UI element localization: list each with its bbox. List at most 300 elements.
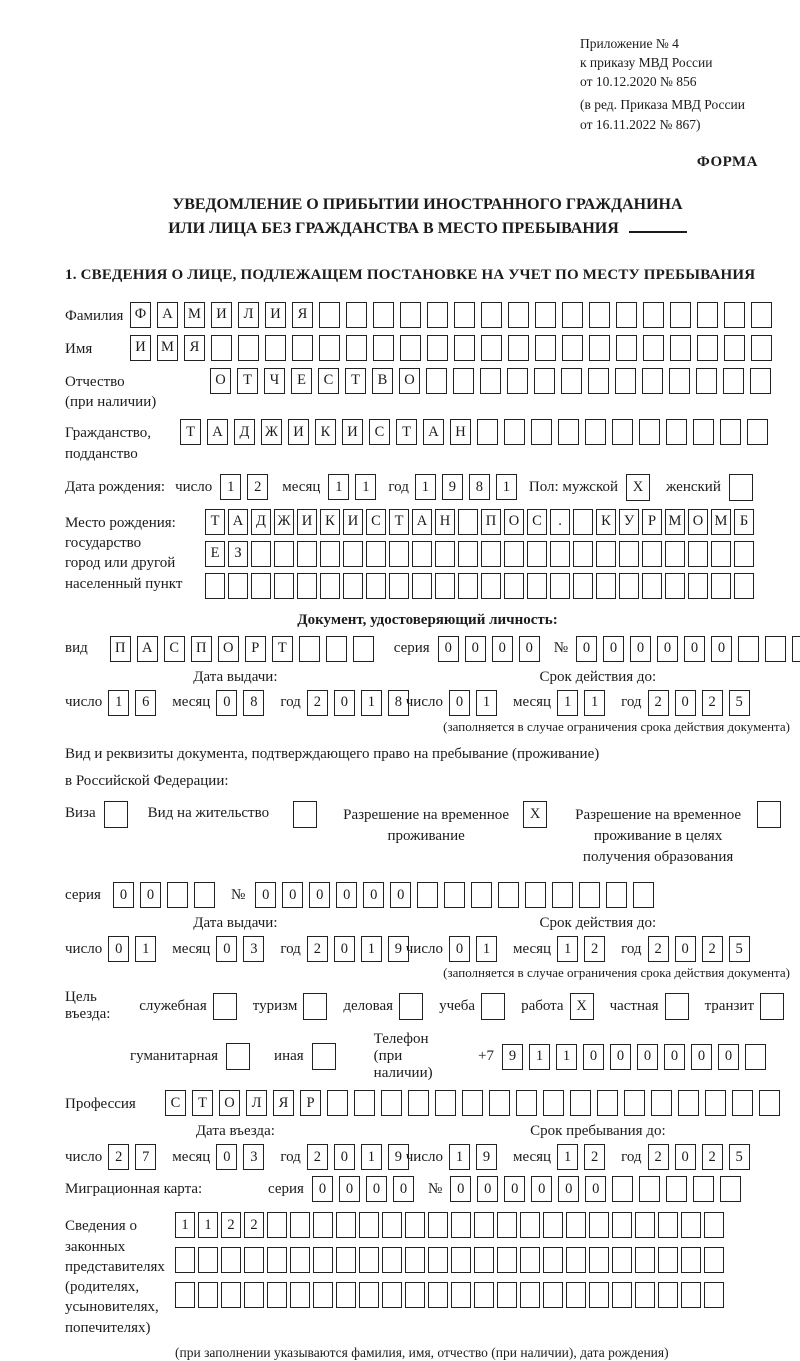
phone-digit-box[interactable]: 0	[583, 1044, 604, 1070]
legal-rep-box[interactable]	[336, 1247, 356, 1273]
birth-place-box[interactable]: З	[228, 541, 248, 567]
doc-kind-box[interactable]: С	[164, 636, 185, 662]
birth-place-box[interactable]	[297, 541, 317, 567]
legal-rep-box[interactable]	[267, 1247, 287, 1273]
legal-rep-box[interactable]	[198, 1247, 218, 1273]
legal-rep-box[interactable]	[566, 1247, 586, 1273]
legal-rep-box[interactable]	[543, 1282, 563, 1308]
legal-rep-box[interactable]	[336, 1282, 356, 1308]
firstname-box[interactable]	[643, 335, 664, 361]
patronymic-box[interactable]: О	[399, 368, 420, 394]
birth-place-box[interactable]: П	[481, 509, 501, 535]
legal-rep-box[interactable]	[382, 1282, 402, 1308]
legal-rep-box[interactable]	[474, 1282, 494, 1308]
doc-number-box[interactable]: 0	[684, 636, 705, 662]
expiry-day-box[interactable]: 0	[449, 690, 470, 716]
firstname-box[interactable]: И	[130, 335, 151, 361]
legal-rep-box[interactable]	[290, 1212, 310, 1238]
firstname-box[interactable]	[751, 335, 772, 361]
temp-residence-edu-checkbox[interactable]	[757, 801, 781, 828]
purpose-other-checkbox[interactable]	[312, 1043, 336, 1070]
doc-series-box[interactable]: 0	[492, 636, 513, 662]
surname-box[interactable]	[400, 302, 421, 328]
migration-number-box[interactable]: 0	[531, 1176, 552, 1202]
surname-box[interactable]	[427, 302, 448, 328]
phone-digit-box[interactable]: 1	[529, 1044, 550, 1070]
citizenship-box[interactable]: А	[207, 419, 228, 445]
birth-place-box[interactable]: Б	[734, 509, 754, 535]
surname-box[interactable]	[724, 302, 745, 328]
firstname-box[interactable]	[535, 335, 556, 361]
birth-place-box[interactable]	[734, 573, 754, 599]
expiry-year-box[interactable]: 0	[675, 936, 696, 962]
expiry-day-box[interactable]: 1	[476, 690, 497, 716]
birth-place-box[interactable]	[573, 509, 593, 535]
migration-number-box[interactable]	[639, 1176, 660, 1202]
doc-kind-box[interactable]: Р	[245, 636, 266, 662]
entry-day-box[interactable]: 7	[135, 1144, 156, 1170]
firstname-box[interactable]	[589, 335, 610, 361]
legal-rep-box[interactable]	[474, 1247, 494, 1273]
surname-box[interactable]: Я	[292, 302, 313, 328]
residence-number-box[interactable]: 0	[309, 882, 330, 908]
phone-digit-box[interactable]	[745, 1044, 766, 1070]
migration-number-box[interactable]: 0	[585, 1176, 606, 1202]
migration-series-box[interactable]: 0	[339, 1176, 360, 1202]
patronymic-box[interactable]: Ч	[264, 368, 285, 394]
legal-rep-box[interactable]	[451, 1247, 471, 1273]
residence-permit-checkbox[interactable]	[293, 801, 317, 828]
legal-rep-box[interactable]	[359, 1247, 379, 1273]
citizenship-box[interactable]	[747, 419, 768, 445]
firstname-box[interactable]	[238, 335, 259, 361]
residence-series-box[interactable]	[194, 882, 215, 908]
residence-number-box[interactable]: 0	[336, 882, 357, 908]
birth-place-box[interactable]: С	[366, 509, 386, 535]
citizenship-box[interactable]	[666, 419, 687, 445]
patronymic-box[interactable]: О	[210, 368, 231, 394]
birth-place-box[interactable]	[412, 541, 432, 567]
issue-year-box[interactable]: 1	[361, 936, 382, 962]
profession-box[interactable]: О	[219, 1090, 240, 1116]
profession-box[interactable]	[327, 1090, 348, 1116]
doc-number-box[interactable]: 0	[711, 636, 732, 662]
legal-rep-box[interactable]	[175, 1282, 195, 1308]
patronymic-box[interactable]	[507, 368, 528, 394]
birth-place-box[interactable]: О	[504, 509, 524, 535]
expiry-month-box[interactable]: 1	[584, 690, 605, 716]
entry-year-box[interactable]: 2	[307, 1144, 328, 1170]
entry-year-box[interactable]: 0	[334, 1144, 355, 1170]
purpose-humanitarian-checkbox[interactable]	[226, 1043, 250, 1070]
birth-place-box[interactable]	[527, 541, 547, 567]
surname-box[interactable]	[562, 302, 583, 328]
legal-rep-box[interactable]	[589, 1282, 609, 1308]
patronymic-box[interactable]	[534, 368, 555, 394]
birth-place-box[interactable]	[711, 541, 731, 567]
birth-place-box[interactable]	[389, 573, 409, 599]
surname-box[interactable]	[481, 302, 502, 328]
legal-rep-box[interactable]	[267, 1212, 287, 1238]
migration-number-box[interactable]: 0	[558, 1176, 579, 1202]
birth-place-box[interactable]	[481, 541, 501, 567]
surname-box[interactable]	[346, 302, 367, 328]
birth-place-box[interactable]: С	[527, 509, 547, 535]
male-checkbox[interactable]: X	[626, 474, 650, 501]
issue-year-box[interactable]: 2	[307, 690, 328, 716]
legal-rep-box[interactable]	[267, 1282, 287, 1308]
doc-kind-box[interactable]: Т	[272, 636, 293, 662]
surname-box[interactable]: И	[211, 302, 232, 328]
patronymic-box[interactable]: Е	[291, 368, 312, 394]
birth-place-box[interactable]: М	[665, 509, 685, 535]
doc-kind-box[interactable]: П	[110, 636, 131, 662]
stay-month-box[interactable]: 2	[584, 1144, 605, 1170]
profession-box[interactable]	[489, 1090, 510, 1116]
birth-place-box[interactable]: Н	[435, 509, 455, 535]
profession-box[interactable]	[435, 1090, 456, 1116]
citizenship-box[interactable]	[531, 419, 552, 445]
doc-kind-box[interactable]	[326, 636, 347, 662]
citizenship-box[interactable]	[585, 419, 606, 445]
birth-place-box[interactable]	[504, 541, 524, 567]
birth-place-box[interactable]	[688, 541, 708, 567]
legal-rep-box[interactable]	[635, 1212, 655, 1238]
firstname-box[interactable]	[427, 335, 448, 361]
birth-place-box[interactable]	[228, 573, 248, 599]
legal-rep-box[interactable]	[405, 1212, 425, 1238]
legal-rep-box[interactable]	[658, 1282, 678, 1308]
legal-rep-box[interactable]	[382, 1247, 402, 1273]
patronymic-box[interactable]	[426, 368, 447, 394]
birth-place-box[interactable]: Т	[389, 509, 409, 535]
firstname-box[interactable]: М	[157, 335, 178, 361]
stay-year-box[interactable]: 2	[648, 1144, 669, 1170]
profession-box[interactable]	[597, 1090, 618, 1116]
citizenship-box[interactable]	[693, 419, 714, 445]
residence-number-box[interactable]	[417, 882, 438, 908]
firstname-box[interactable]	[211, 335, 232, 361]
legal-rep-box[interactable]	[520, 1212, 540, 1238]
firstname-box[interactable]	[562, 335, 583, 361]
migration-number-box[interactable]: 0	[450, 1176, 471, 1202]
citizenship-box[interactable]: Т	[396, 419, 417, 445]
doc-number-box[interactable]: 0	[630, 636, 651, 662]
firstname-box[interactable]	[265, 335, 286, 361]
residence-number-box[interactable]	[498, 882, 519, 908]
residence-number-box[interactable]: 0	[390, 882, 411, 908]
patronymic-box[interactable]	[696, 368, 717, 394]
birth-place-box[interactable]	[274, 541, 294, 567]
surname-box[interactable]	[508, 302, 529, 328]
birth-place-box[interactable]: Т	[205, 509, 225, 535]
birth-place-box[interactable]	[573, 573, 593, 599]
legal-rep-box[interactable]	[612, 1282, 632, 1308]
doc-kind-box[interactable]: О	[218, 636, 239, 662]
birth-place-box[interactable]	[366, 541, 386, 567]
birth-place-box[interactable]	[619, 541, 639, 567]
surname-box[interactable]: И	[265, 302, 286, 328]
legal-rep-box[interactable]	[681, 1282, 701, 1308]
issue-year-box[interactable]: 8	[388, 690, 409, 716]
legal-rep-box[interactable]	[704, 1212, 724, 1238]
legal-rep-box[interactable]: 2	[221, 1212, 241, 1238]
doc-number-box[interactable]	[765, 636, 786, 662]
citizenship-box[interactable]: А	[423, 419, 444, 445]
birth-place-box[interactable]	[320, 573, 340, 599]
citizenship-box[interactable]: Д	[234, 419, 255, 445]
legal-rep-box[interactable]	[175, 1247, 195, 1273]
birth-place-box[interactable]	[550, 573, 570, 599]
birth-place-box[interactable]	[596, 573, 616, 599]
visa-checkbox[interactable]	[104, 801, 128, 828]
expiry-year-box[interactable]: 2	[648, 936, 669, 962]
birth-place-box[interactable]	[527, 573, 547, 599]
legal-rep-box[interactable]	[221, 1282, 241, 1308]
issue-day-box[interactable]: 0	[108, 936, 129, 962]
expiry-month-box[interactable]: 2	[584, 936, 605, 962]
doc-kind-box[interactable]: П	[191, 636, 212, 662]
issue-year-box[interactable]: 0	[334, 690, 355, 716]
legal-rep-box[interactable]: 1	[198, 1212, 218, 1238]
birth-place-box[interactable]	[458, 509, 478, 535]
birth-place-box[interactable]	[389, 541, 409, 567]
patronymic-box[interactable]: Т	[237, 368, 258, 394]
birth-place-box[interactable]	[274, 573, 294, 599]
issue-month-box[interactable]: 0	[216, 936, 237, 962]
surname-box[interactable]: А	[157, 302, 178, 328]
legal-rep-box[interactable]	[290, 1282, 310, 1308]
residence-number-box[interactable]	[552, 882, 573, 908]
residence-number-box[interactable]: 0	[282, 882, 303, 908]
legal-rep-box[interactable]	[221, 1247, 241, 1273]
purpose-work-checkbox[interactable]: X	[570, 993, 594, 1020]
migration-number-box[interactable]: 0	[504, 1176, 525, 1202]
legal-rep-box[interactable]	[612, 1247, 632, 1273]
surname-box[interactable]: Ф	[130, 302, 151, 328]
legal-rep-box[interactable]	[244, 1282, 264, 1308]
birth-place-box[interactable]	[619, 573, 639, 599]
residence-series-box[interactable]: 0	[140, 882, 161, 908]
phone-digit-box[interactable]: 9	[502, 1044, 523, 1070]
entry-month-box[interactable]: 0	[216, 1144, 237, 1170]
legal-rep-box[interactable]	[428, 1212, 448, 1238]
legal-rep-box[interactable]	[704, 1282, 724, 1308]
birth-place-box[interactable]	[642, 541, 662, 567]
profession-box[interactable]	[624, 1090, 645, 1116]
doc-number-box[interactable]: 0	[603, 636, 624, 662]
patronymic-box[interactable]: В	[372, 368, 393, 394]
entry-day-box[interactable]: 2	[108, 1144, 129, 1170]
citizenship-box[interactable]	[504, 419, 525, 445]
legal-rep-box[interactable]	[589, 1247, 609, 1273]
patronymic-box[interactable]	[480, 368, 501, 394]
profession-box[interactable]	[651, 1090, 672, 1116]
legal-rep-box[interactable]: 1	[175, 1212, 195, 1238]
birth-place-box[interactable]: Д	[251, 509, 271, 535]
birth-place-box[interactable]: О	[688, 509, 708, 535]
citizenship-box[interactable]	[720, 419, 741, 445]
legal-rep-box[interactable]	[290, 1247, 310, 1273]
female-checkbox[interactable]	[729, 474, 753, 501]
birth-year-box[interactable]: 1	[415, 474, 436, 500]
profession-box[interactable]	[543, 1090, 564, 1116]
expiry-year-box[interactable]: 5	[729, 936, 750, 962]
migration-number-box[interactable]	[720, 1176, 741, 1202]
birth-place-box[interactable]	[688, 573, 708, 599]
citizenship-box[interactable]: К	[315, 419, 336, 445]
legal-rep-box[interactable]	[497, 1282, 517, 1308]
profession-box[interactable]	[354, 1090, 375, 1116]
legal-rep-box[interactable]	[658, 1212, 678, 1238]
surname-box[interactable]	[643, 302, 664, 328]
birth-year-box[interactable]: 1	[496, 474, 517, 500]
doc-series-box[interactable]: 0	[519, 636, 540, 662]
patronymic-box[interactable]	[453, 368, 474, 394]
issue-day-box[interactable]: 1	[108, 690, 129, 716]
residence-number-box[interactable]	[633, 882, 654, 908]
residence-series-box[interactable]	[167, 882, 188, 908]
birth-place-box[interactable]	[481, 573, 501, 599]
birth-place-box[interactable]: А	[412, 509, 432, 535]
birth-month-box[interactable]: 1	[328, 474, 349, 500]
firstname-box[interactable]	[697, 335, 718, 361]
surname-box[interactable]	[670, 302, 691, 328]
legal-rep-box[interactable]	[451, 1282, 471, 1308]
birth-day-box[interactable]: 1	[220, 474, 241, 500]
birth-place-box[interactable]: М	[711, 509, 731, 535]
expiry-month-box[interactable]: 1	[557, 936, 578, 962]
birth-place-box[interactable]	[366, 573, 386, 599]
citizenship-box[interactable]: Т	[180, 419, 201, 445]
profession-box[interactable]	[570, 1090, 591, 1116]
birth-year-box[interactable]: 9	[442, 474, 463, 500]
firstname-box[interactable]	[346, 335, 367, 361]
birth-place-box[interactable]	[251, 541, 271, 567]
profession-box[interactable]: Я	[273, 1090, 294, 1116]
legal-rep-box[interactable]	[635, 1282, 655, 1308]
legal-rep-box[interactable]	[428, 1247, 448, 1273]
legal-rep-box[interactable]	[520, 1282, 540, 1308]
stay-year-box[interactable]: 2	[702, 1144, 723, 1170]
issue-year-box[interactable]: 1	[361, 690, 382, 716]
birth-place-box[interactable]	[596, 541, 616, 567]
legal-rep-box[interactable]	[635, 1247, 655, 1273]
firstname-box[interactable]	[454, 335, 475, 361]
birth-place-box[interactable]	[504, 573, 524, 599]
expiry-year-box[interactable]: 0	[675, 690, 696, 716]
surname-box[interactable]	[616, 302, 637, 328]
legal-rep-box[interactable]	[451, 1212, 471, 1238]
firstname-box[interactable]	[373, 335, 394, 361]
surname-box[interactable]	[589, 302, 610, 328]
entry-month-box[interactable]: 3	[243, 1144, 264, 1170]
citizenship-box[interactable]	[477, 419, 498, 445]
firstname-box[interactable]: Я	[184, 335, 205, 361]
issue-month-box[interactable]: 8	[243, 690, 264, 716]
patronymic-box[interactable]	[588, 368, 609, 394]
firstname-box[interactable]	[292, 335, 313, 361]
legal-rep-box[interactable]	[359, 1282, 379, 1308]
legal-rep-box[interactable]	[313, 1212, 333, 1238]
legal-rep-box[interactable]	[497, 1212, 517, 1238]
firstname-box[interactable]	[319, 335, 340, 361]
birth-place-box[interactable]: И	[343, 509, 363, 535]
legal-rep-box[interactable]	[566, 1212, 586, 1238]
legal-rep-box[interactable]	[612, 1212, 632, 1238]
profession-box[interactable]	[732, 1090, 753, 1116]
issue-year-box[interactable]: 9	[388, 936, 409, 962]
expiry-day-box[interactable]: 0	[449, 936, 470, 962]
residence-number-box[interactable]	[525, 882, 546, 908]
patronymic-box[interactable]	[669, 368, 690, 394]
profession-box[interactable]: Т	[192, 1090, 213, 1116]
legal-rep-box[interactable]	[405, 1282, 425, 1308]
birth-day-box[interactable]: 2	[247, 474, 268, 500]
profession-box[interactable]	[408, 1090, 429, 1116]
purpose-business-checkbox[interactable]	[399, 993, 423, 1020]
purpose-private-checkbox[interactable]	[665, 993, 689, 1020]
migration-number-box[interactable]	[693, 1176, 714, 1202]
citizenship-box[interactable]: И	[342, 419, 363, 445]
surname-box[interactable]	[751, 302, 772, 328]
birth-place-box[interactable]: Ж	[274, 509, 294, 535]
birth-place-box[interactable]	[435, 541, 455, 567]
citizenship-box[interactable]: Ж	[261, 419, 282, 445]
citizenship-box[interactable]: И	[288, 419, 309, 445]
legal-rep-box[interactable]	[497, 1247, 517, 1273]
migration-number-box[interactable]	[666, 1176, 687, 1202]
firstname-box[interactable]	[508, 335, 529, 361]
doc-number-box[interactable]: 0	[576, 636, 597, 662]
profession-box[interactable]	[462, 1090, 483, 1116]
birth-place-box[interactable]: .	[550, 509, 570, 535]
residence-number-box[interactable]	[471, 882, 492, 908]
residence-number-box[interactable]	[444, 882, 465, 908]
patronymic-box[interactable]	[750, 368, 771, 394]
legal-rep-box[interactable]	[589, 1212, 609, 1238]
issue-month-box[interactable]: 0	[216, 690, 237, 716]
patronymic-box[interactable]	[723, 368, 744, 394]
stay-day-box[interactable]: 1	[449, 1144, 470, 1170]
doc-series-box[interactable]: 0	[465, 636, 486, 662]
birth-place-box[interactable]: К	[320, 509, 340, 535]
doc-series-box[interactable]: 0	[438, 636, 459, 662]
issue-day-box[interactable]: 1	[135, 936, 156, 962]
legal-rep-box[interactable]	[428, 1282, 448, 1308]
expiry-month-box[interactable]: 1	[557, 690, 578, 716]
legal-rep-box[interactable]	[382, 1212, 402, 1238]
firstname-box[interactable]	[670, 335, 691, 361]
birth-place-box[interactable]	[343, 541, 363, 567]
purpose-official-checkbox[interactable]	[213, 993, 237, 1020]
phone-digit-box[interactable]: 0	[664, 1044, 685, 1070]
profession-box[interactable]: С	[165, 1090, 186, 1116]
issue-year-box[interactable]: 0	[334, 936, 355, 962]
patronymic-box[interactable]	[561, 368, 582, 394]
birth-place-box[interactable]	[573, 541, 593, 567]
birth-place-box[interactable]	[458, 541, 478, 567]
legal-rep-box[interactable]	[681, 1212, 701, 1238]
phone-digit-box[interactable]: 0	[718, 1044, 739, 1070]
profession-box[interactable]	[516, 1090, 537, 1116]
legal-rep-box[interactable]	[566, 1282, 586, 1308]
birth-place-box[interactable]	[343, 573, 363, 599]
birth-place-box[interactable]: Р	[642, 509, 662, 535]
patronymic-box[interactable]: С	[318, 368, 339, 394]
issue-day-box[interactable]: 6	[135, 690, 156, 716]
legal-rep-box[interactable]	[474, 1212, 494, 1238]
